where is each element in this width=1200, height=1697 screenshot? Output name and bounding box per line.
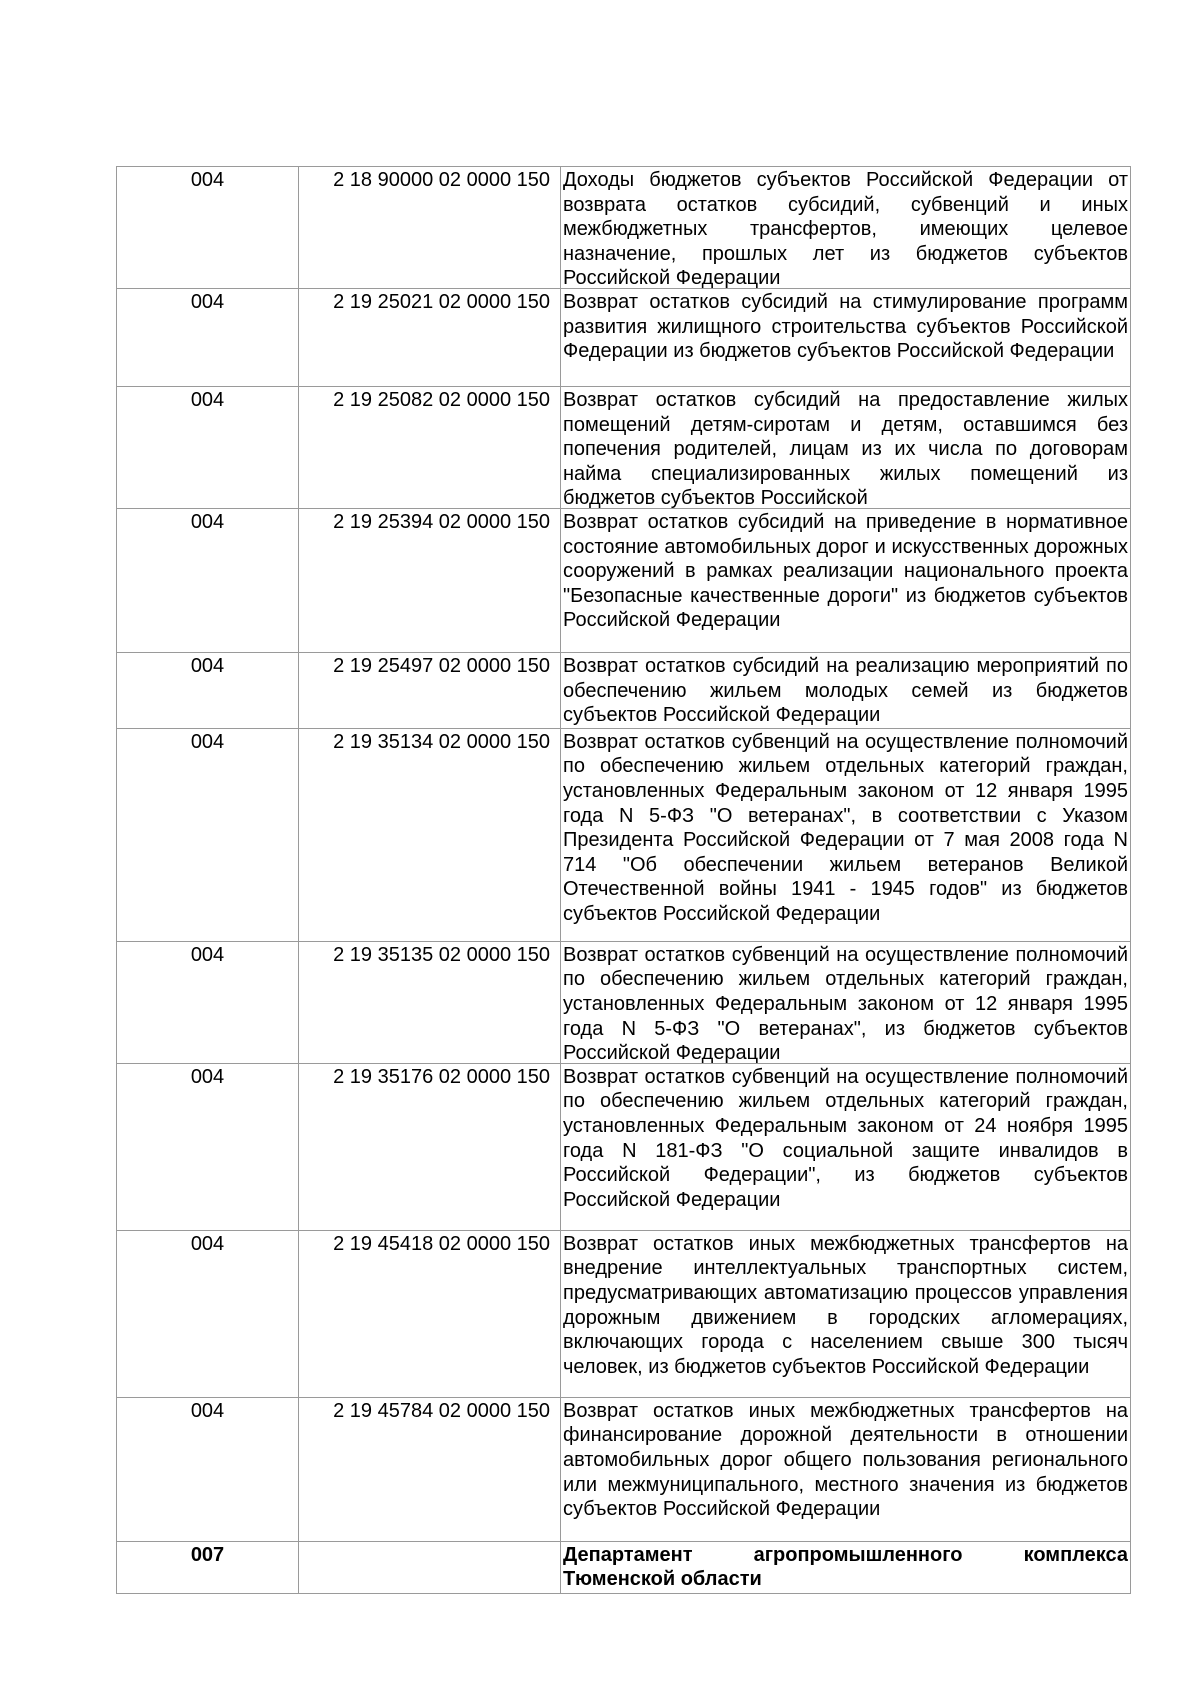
income-code-cell: 2 19 45784 02 0000 150 [299,1397,561,1541]
admin-code-cell: 004 [117,167,299,289]
description-cell [561,728,1131,941]
admin-code-cell: 004 [117,1230,299,1397]
admin-code-cell: 004 [117,1397,299,1541]
table-body [117,167,1131,1594]
income-code-cell: 2 19 35176 02 0000 150 [299,1063,561,1230]
table-row [117,1541,1131,1593]
description-text: Департамент агропромышленного комплекса Тюменской области [563,1543,1128,1591]
description-cell [561,1230,1131,1397]
description-cell [561,167,1131,289]
admin-code-cell: 004 [117,289,299,387]
description-text: Возврат остатков субсидий на предоставление жилых помещений детям-сиротам и детям, оставшимся без попечения родителей, лицам из их числа по договорам найма специализированных жилых помещений из бюджетов субъектов Российской [563,389,1128,508]
income-code-cell: 2 19 45418 02 0000 150 [299,1230,561,1397]
description-text: Доходы бюджетов субъектов Российской Федерации от возврата остатков субсидий, субвенций и иных межбюджетных трансфертов, имеющих целевое назначение, прошлых лет из бюджетов субъектов Российской Федерации [563,169,1128,288]
admin-code-cell: 004 [117,728,299,941]
income-code-cell: 2 19 25082 02 0000 150 [299,387,561,509]
admin-code-cell: 004 [117,509,299,653]
admin-code-cell: 004 [117,1063,299,1230]
description-cell [561,1063,1131,1230]
admin-code-cell: 004 [117,387,299,509]
table-row [117,1063,1131,1230]
income-code-cell: 2 19 35135 02 0000 150 [299,941,561,1063]
revenue-codes-table [116,166,1131,1594]
table-row [117,289,1131,387]
table-row [117,1397,1131,1541]
admin-code-cell: 007 [117,1541,299,1593]
table-row [117,509,1131,653]
description-text: Возврат остатков субсидий на реализацию мероприятий по обеспечению жильем молодых семей из бюджетов субъектов Российской Федерации [563,655,1128,727]
description-text: Возврат остатков иных межбюджетных трансфертов на внедрение интеллектуальных транспортных систем, предусматривающих автоматизацию процессов управления дорожным движением в городских агломерациях, включающих города с населением свыше 300 тысяч человек, из бюджетов субъектов Российской Федерации [563,1232,1128,1378]
income-code-cell: 2 19 25021 02 0000 150 [299,289,561,387]
description-cell [561,941,1131,1063]
table-row [117,728,1131,941]
table-row [117,167,1131,289]
income-code-cell: 2 19 35134 02 0000 150 [299,728,561,941]
income-code-cell [299,1541,561,1593]
description-text: Возврат остатков иных межбюджетных трансфертов на финансирование дорожной деятельности в отношении автомобильных дорог общего пользования регионального или межмуниципального, местного значения из бюджетов субъектов Российской Федерации [563,1399,1128,1521]
description-text: Возврат остатков субсидий на стимулирование программ развития жилищного строительства субъектов Российской Федерации из бюджетов субъектов Российской Федерации [563,291,1128,363]
income-code-cell: 2 19 25497 02 0000 150 [299,653,561,729]
description-text: Возврат остатков субвенций на осуществление полномочий по обеспечению жильем отдельных категорий граждан, установленных Федеральным законом от 12 января 1995 года N 5-ФЗ "О ветеранах", в соответствии с Указом Президента Российской Федерации от 7 мая 2008 года N 714 "Об обеспечении жильем ветеранов Великой Отечественной войны 1941 - 1945 годов" из бюджетов субъектов Российской Федерации [563,730,1128,925]
table-row [117,653,1131,729]
description-text: Возврат остатков субсидий на приведение в нормативное состояние автомобильных дорог и искусственных дорожных сооружений в рамках реализации национального проекта "Безопасные качественные дороги" из бюджетов субъектов Российской Федерации [563,511,1128,632]
description-cell [561,387,1131,509]
admin-code-cell: 004 [117,941,299,1063]
income-code-cell: 2 19 25394 02 0000 150 [299,509,561,653]
description-cell [561,509,1131,653]
description-cell [561,1397,1131,1541]
table-row [117,941,1131,1063]
description-cell [561,1541,1131,1593]
description-cell [561,653,1131,729]
description-text: Возврат остатков субвенций на осуществление полномочий по обеспечению жильем отдельных категорий граждан, установленных Федеральным законом от 12 января 1995 года N 5-ФЗ "О ветеранах", из бюджетов субъектов Российской Федерации [563,943,1128,1063]
description-cell [561,289,1131,387]
table-row [117,1230,1131,1397]
description-text: Возврат остатков субвенций на осуществление полномочий по обеспечению жильем отдельных категорий граждан, установленных Федеральным законом от 24 ноября 1995 года N 181-ФЗ "О социальной защите инвалидов в Российской Федерации", из бюджетов субъектов Российской Федерации [563,1065,1128,1211]
income-code-cell: 2 18 90000 02 0000 150 [299,167,561,289]
admin-code-cell: 004 [117,653,299,729]
table-row [117,387,1131,509]
